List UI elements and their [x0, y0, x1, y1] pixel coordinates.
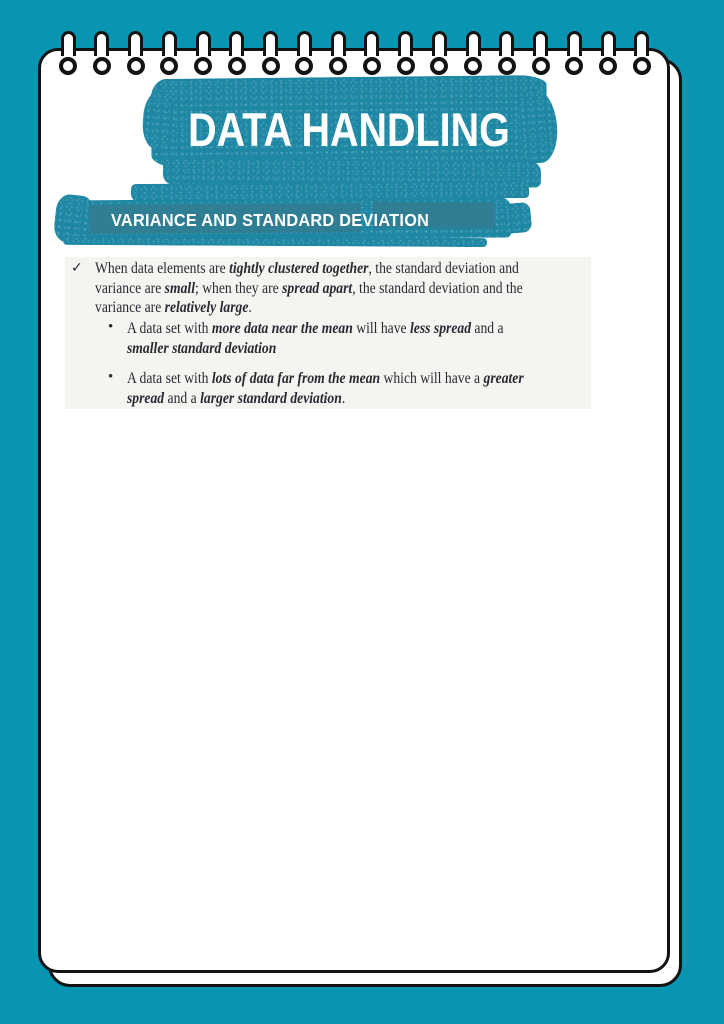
notebook-page [38, 48, 670, 973]
binder-ring [126, 31, 146, 75]
subtitle-banner-edge [502, 202, 533, 234]
binder-ring [193, 31, 213, 75]
ring-arch-icon [533, 31, 548, 56]
ring-loop-icon [127, 57, 145, 75]
binder-ring [396, 31, 416, 75]
binder-ring [531, 31, 551, 75]
bullet-item [127, 319, 555, 358]
ring-arch-icon [499, 31, 514, 56]
section-subtitle: VARIANCE AND STANDARD DEVIATION [111, 210, 430, 230]
ring-arch-icon [263, 31, 278, 56]
binder-ring [429, 31, 449, 75]
bullet-line: A data set with more data near the mean will have less spread and a [127, 320, 504, 337]
ring-arch-icon [196, 31, 211, 56]
ring-loop-icon [262, 57, 280, 75]
ring-arch-icon [601, 31, 616, 56]
binder-ring [463, 31, 483, 75]
ring-loop-icon [498, 57, 516, 75]
ring-loop-icon [295, 57, 313, 75]
ring-loop-icon [228, 57, 246, 75]
bullet-icon: • [108, 369, 114, 385]
spiral-binding [58, 31, 652, 79]
bullet-line: spread and a larger standard deviation. [127, 389, 346, 407]
ring-loop-icon [363, 57, 381, 75]
intro-line: variance are small; when they are spread apart, the standard deviation and the [95, 279, 523, 297]
ring-arch-icon [162, 31, 177, 56]
binder-ring [564, 31, 584, 75]
ring-loop-icon [329, 57, 347, 75]
ring-loop-icon [397, 57, 415, 75]
ring-arch-icon [229, 31, 244, 56]
ring-arch-icon [297, 31, 312, 56]
bullet-icon: • [108, 319, 114, 335]
ring-arch-icon [432, 31, 447, 56]
intro-line: When data elements are tightly clustered together, the standard deviation and [95, 260, 519, 277]
binder-ring [632, 31, 652, 75]
ring-arch-icon [364, 31, 379, 56]
check-icon: ✓ [71, 260, 83, 276]
ring-arch-icon [466, 31, 481, 56]
binder-ring [497, 31, 517, 75]
binder-ring [328, 31, 348, 75]
ring-loop-icon [532, 57, 550, 75]
ring-arch-icon [398, 31, 413, 56]
binder-ring [227, 31, 247, 75]
intro-line: variance are relatively large. [95, 299, 252, 316]
ring-loop-icon [59, 57, 77, 75]
ring-arch-icon [94, 31, 109, 56]
page-title: DATA HANDLING [188, 103, 510, 156]
binder-ring [261, 31, 281, 75]
binder-ring [294, 31, 314, 75]
intro-paragraph [95, 259, 581, 318]
binder-ring [598, 31, 618, 75]
binder-ring [58, 31, 78, 75]
bullet-item [127, 369, 578, 408]
ring-loop-icon [599, 57, 617, 75]
ring-loop-icon [464, 57, 482, 75]
ring-loop-icon [633, 57, 651, 75]
binder-ring [92, 31, 112, 75]
ring-loop-icon [430, 57, 448, 75]
ring-arch-icon [331, 31, 346, 56]
subtitle-banner-edge [63, 236, 487, 247]
ring-arch-icon [61, 31, 76, 56]
ring-loop-icon [93, 57, 111, 75]
ring-arch-icon [634, 31, 649, 56]
binder-ring [362, 31, 382, 75]
binder-ring [159, 31, 179, 75]
ring-arch-icon [128, 31, 143, 56]
bullet-line: smaller standard deviation [127, 339, 277, 357]
ring-arch-icon [567, 31, 582, 56]
ring-loop-icon [565, 57, 583, 75]
bullet-line: A data set with lots of data far from the mean which will have a greater [127, 370, 524, 387]
ring-loop-icon [194, 57, 212, 75]
ring-loop-icon [160, 57, 178, 75]
